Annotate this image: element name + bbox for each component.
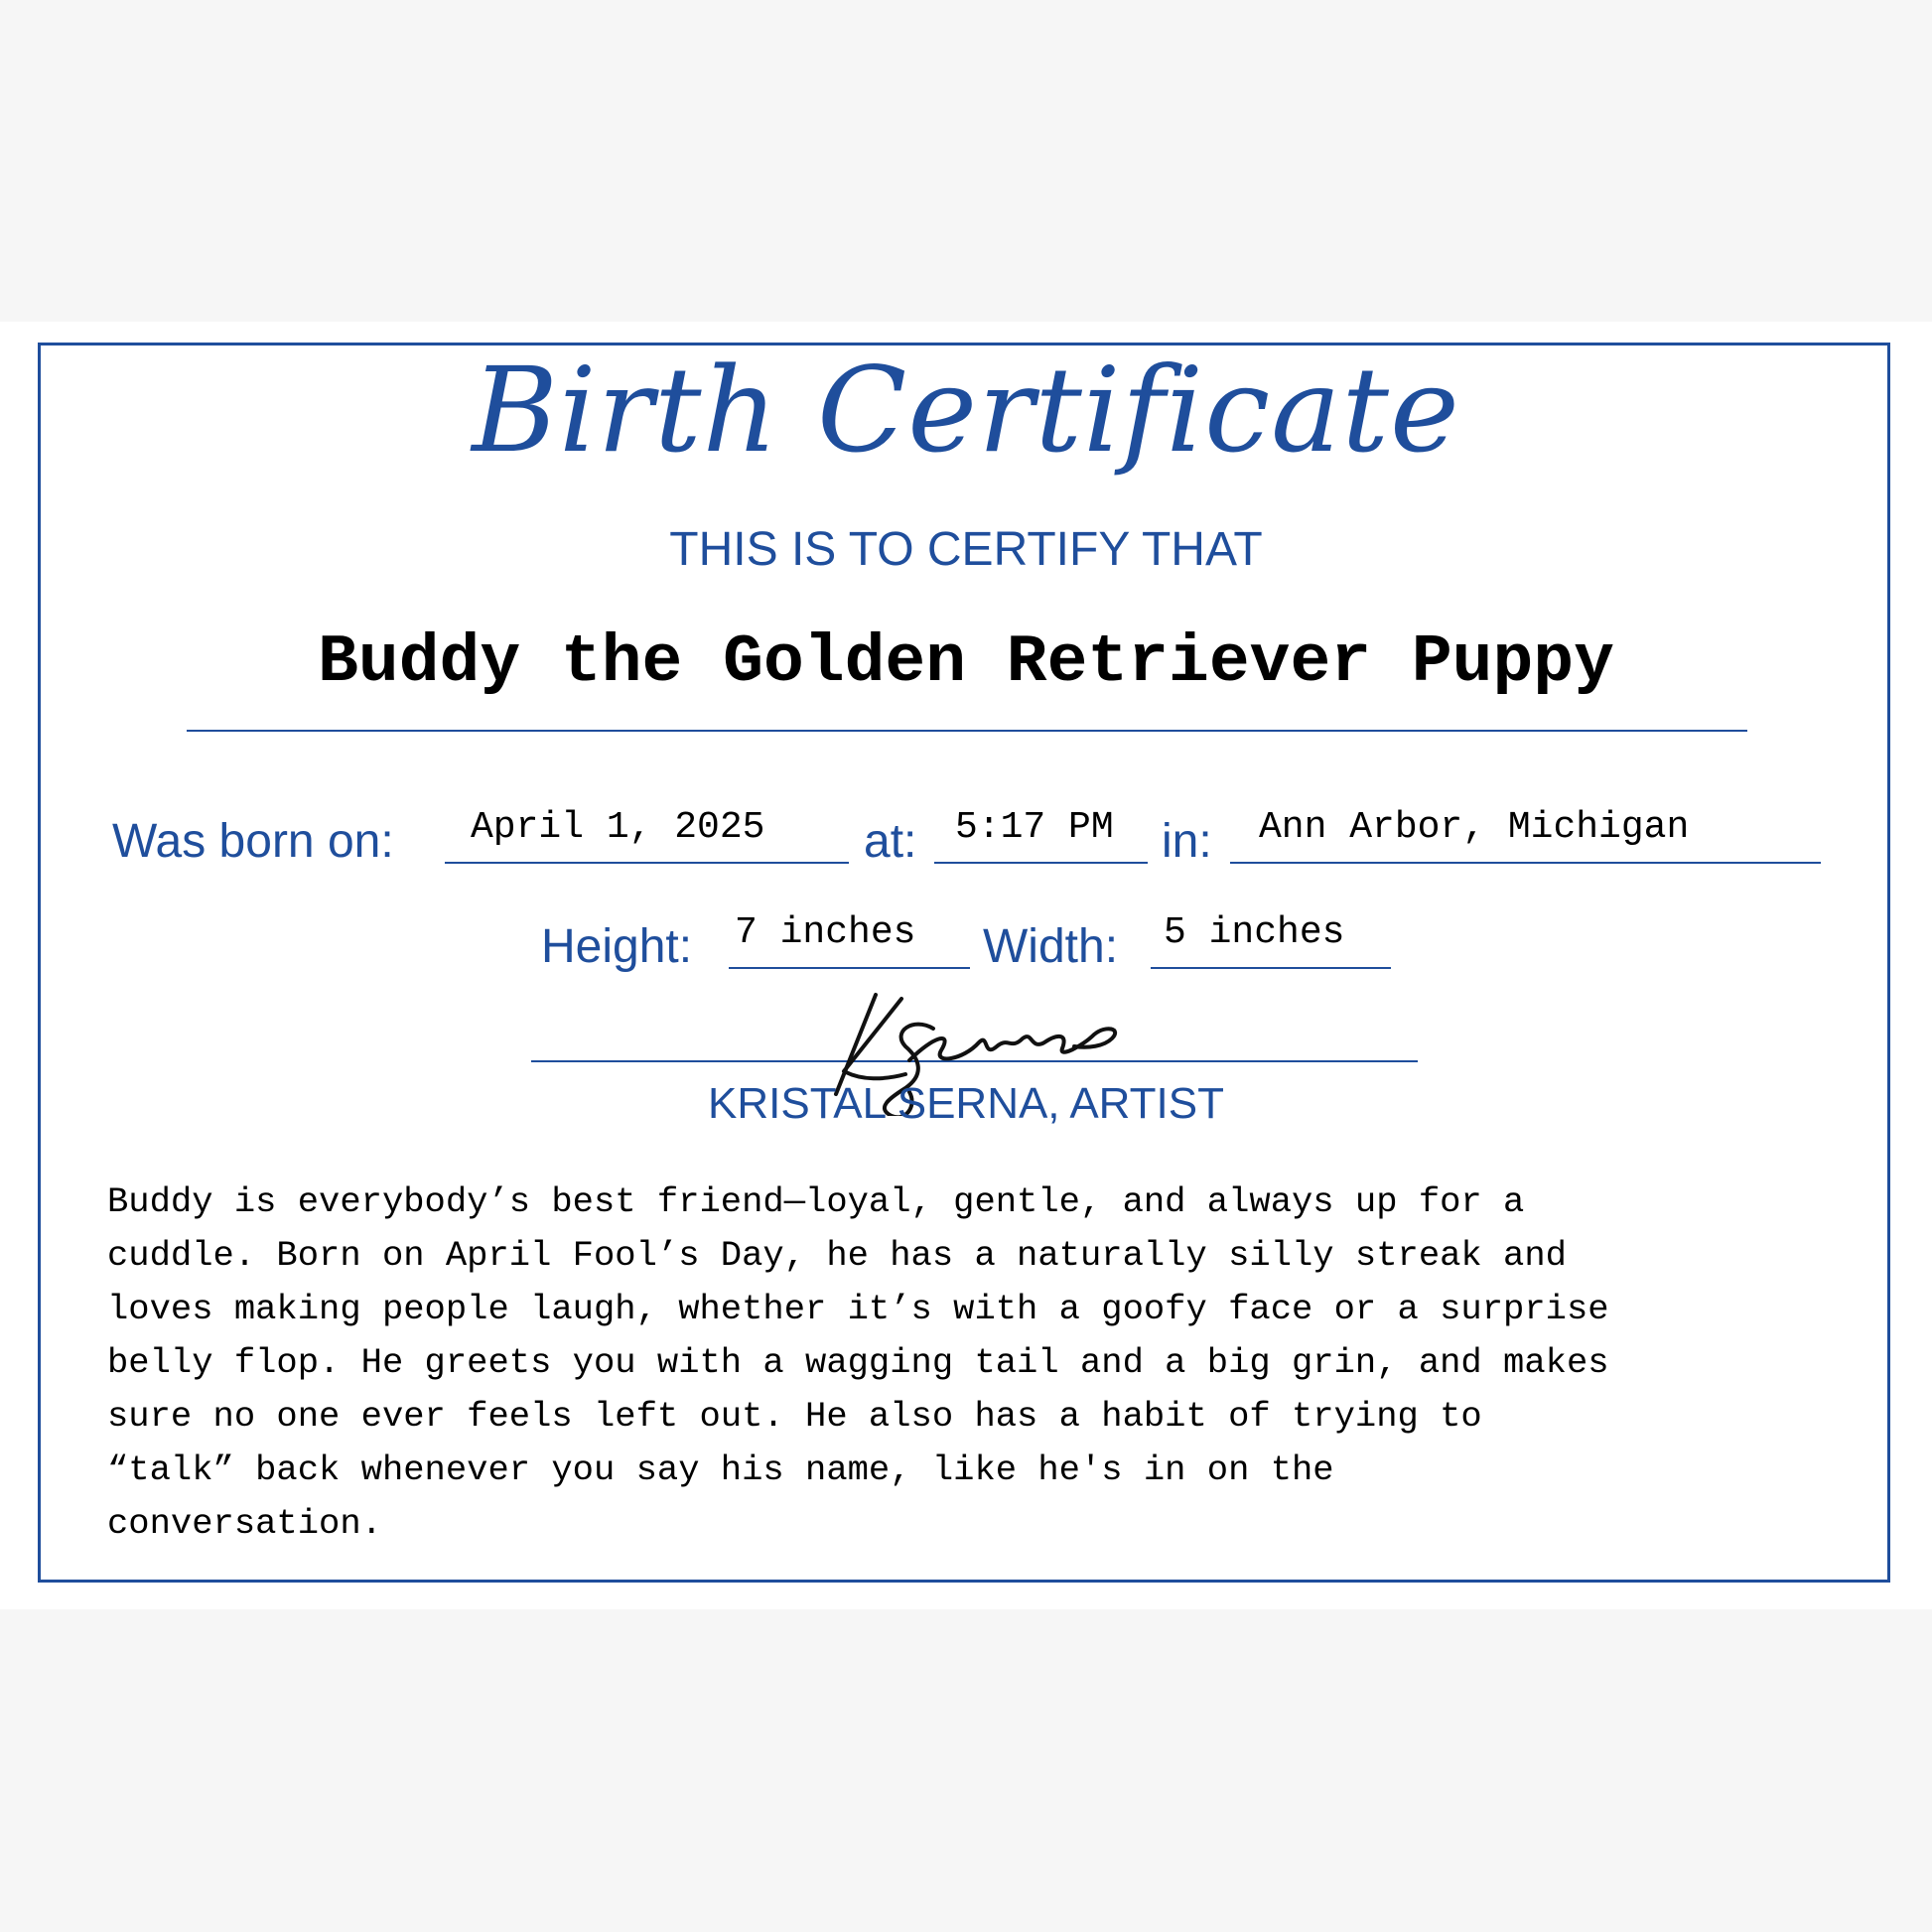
birth-place-value: Ann Arbor, Michigan	[1259, 806, 1690, 849]
place-label: in:	[1162, 815, 1212, 868]
width-value: 5 inches	[1164, 911, 1345, 954]
birth-date-value: April 1, 2025	[471, 806, 765, 849]
birth-details-row	[0, 802, 1932, 872]
height-label: Height:	[541, 920, 693, 973]
artist-name: KRISTAL SERNA, ARTIST	[708, 1079, 1224, 1128]
pet-name: Buddy the Golden Retriever Puppy	[318, 624, 1614, 701]
pet-name-underline	[187, 730, 1747, 732]
height-value: 7 inches	[735, 911, 916, 954]
width-label: Width:	[983, 920, 1119, 973]
certificate-card	[0, 322, 1932, 1609]
time-label: at:	[864, 815, 917, 868]
certificate-title: Birth Certificate	[472, 342, 1460, 479]
birth-time-value: 5:17 PM	[955, 806, 1114, 849]
pet-description: Buddy is everybody’s best friend—loyal, gentle, and always up for a cuddle. Born on April Fool’s Day, he has a naturally silly streak and loves making people laugh, whether it’s with a goofy face or a surprise belly flop. He greets you with a wagging tail and a big grin, and makes sure no one ever feels left out. He also has a habit of trying to “talk” back whenever you say his name, like he's in on the conversation.	[107, 1181, 1609, 1544]
certify-line: THIS IS TO CERTIFY THAT	[669, 523, 1263, 576]
size-row	[0, 907, 1932, 977]
born-label: Was born on:	[112, 815, 394, 868]
